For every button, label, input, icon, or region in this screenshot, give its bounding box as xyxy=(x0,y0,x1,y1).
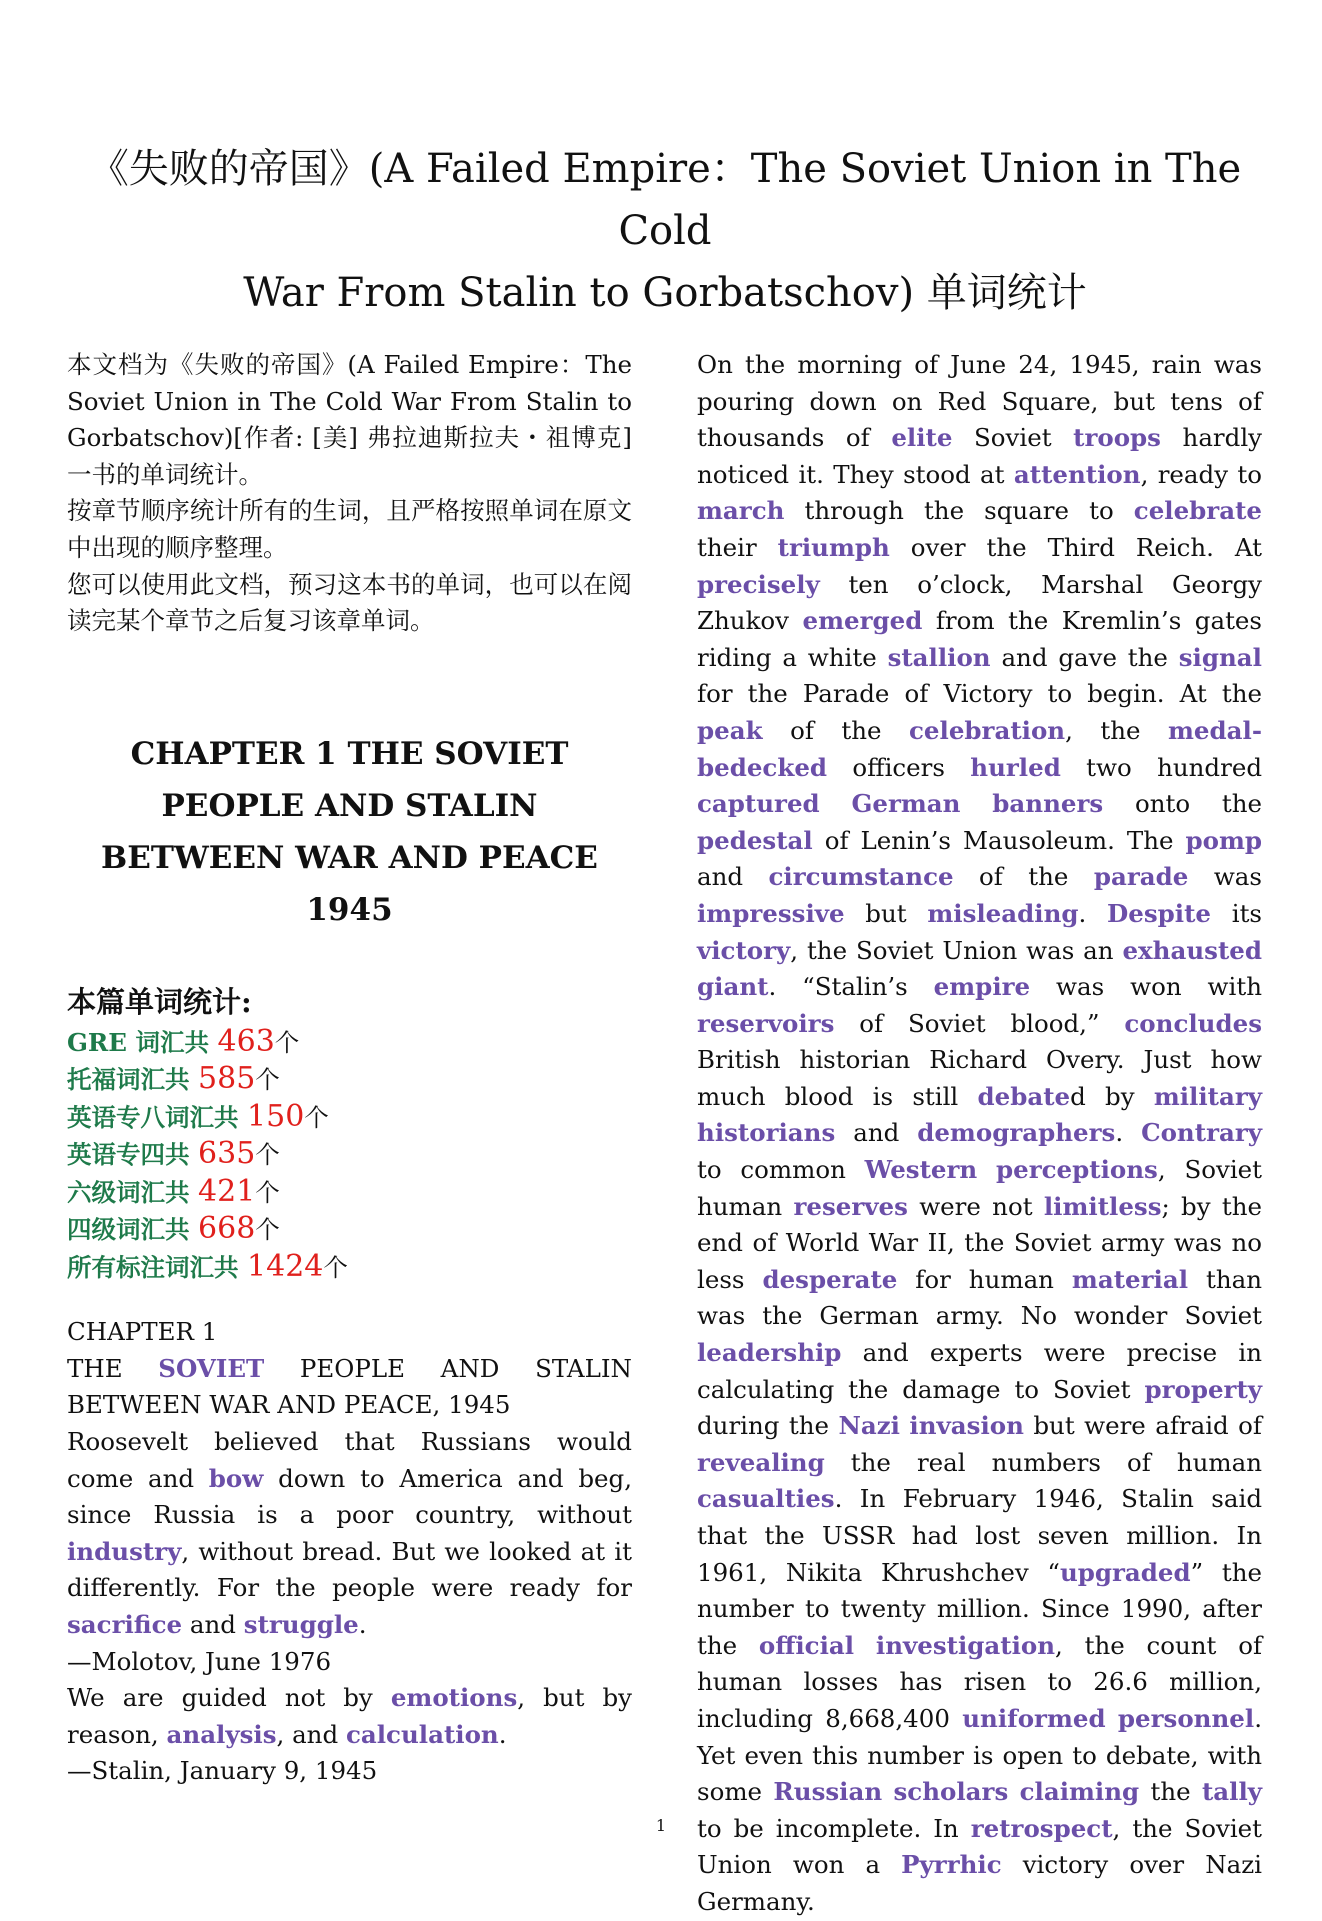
highlighted-word: debate xyxy=(977,1081,1071,1111)
epigraph-attribution: —Molotov, June 1976 xyxy=(67,1646,332,1676)
stat-item xyxy=(67,1249,632,1287)
stat-item xyxy=(67,1099,632,1137)
stat-unit: 个 xyxy=(274,1027,300,1057)
highlighted-word: casualties xyxy=(697,1484,835,1514)
text-run: ; by the end of World War II, the Soviet army was no less xyxy=(697,1191,1262,1294)
highlighted-word: tally xyxy=(1201,1777,1263,1807)
highlighted-word: limitless xyxy=(1043,1191,1162,1221)
right-column xyxy=(697,347,1262,1921)
highlighted-word: Contrary xyxy=(1141,1118,1262,1148)
highlighted-word: emerged xyxy=(802,606,923,636)
text-run: for human xyxy=(897,1264,1072,1294)
highlighted-word: emotions xyxy=(390,1683,518,1713)
text-run xyxy=(977,1155,996,1184)
highlighted-word: celebration xyxy=(909,715,1066,745)
text-run: the real numbers of human xyxy=(824,1447,1262,1477)
text-run: two hundred xyxy=(1060,752,1263,782)
text-run: , Soviet human xyxy=(697,1155,1263,1221)
epigraph-quote: We are guided not by emotions, but by reason, analysis, and calculation. xyxy=(67,1683,632,1749)
highlighted-word: Western xyxy=(864,1155,978,1185)
highlighted-word: precisely xyxy=(697,569,820,599)
highlighted-word: elite xyxy=(891,423,953,453)
highlighted-word: calculation xyxy=(345,1719,499,1749)
intro xyxy=(67,347,632,640)
stat-unit: 个 xyxy=(255,1177,280,1207)
highlighted-word: parade xyxy=(1093,862,1189,892)
stat-label: 所有标注词汇共 xyxy=(67,1252,239,1282)
highlighted-word: troops xyxy=(1073,423,1161,453)
text-run: for the Parade of Victory to begin. At the xyxy=(697,679,1262,709)
text-run: Soviet xyxy=(952,423,1074,453)
highlighted-word: Russian xyxy=(773,1777,883,1807)
stat-label: 托福词汇共 xyxy=(67,1065,190,1095)
highlighted-word: claiming xyxy=(1019,1777,1140,1807)
highlighted-word: banners xyxy=(992,789,1104,819)
text-run: were not xyxy=(907,1191,1044,1221)
text-run xyxy=(882,1777,893,1806)
chapter-heading-line: PEOPLE AND STALIN xyxy=(161,787,538,824)
stats-heading: 本篇单词统计: xyxy=(67,984,252,1019)
highlighted-word: pedestal xyxy=(697,825,813,855)
text-run: , ready to xyxy=(1140,459,1262,489)
text-run: On the morning of June 24, 1945, rain was pouring down on Red Square, but tens of thousands of xyxy=(697,350,1262,453)
text-run: of Lenin’s Mausoleum. The xyxy=(812,825,1186,855)
text-run: but were afraid of xyxy=(1023,1411,1262,1441)
stat-unit: 个 xyxy=(255,1140,280,1170)
chapter-heading-line: CHAPTER 1 THE SOVIET xyxy=(130,735,569,772)
highlighted-word: demographers xyxy=(917,1118,1116,1148)
stat-item xyxy=(67,1061,632,1099)
highlighted-word: property xyxy=(1144,1374,1262,1404)
text-run: over the Third Reich. At xyxy=(889,532,1262,562)
text-run: , the xyxy=(1065,715,1168,745)
highlighted-word: Despite xyxy=(1107,898,1212,928)
highlighted-word: sacrifice xyxy=(67,1610,183,1639)
stat-item xyxy=(67,1211,632,1249)
text-run: was xyxy=(1188,862,1262,892)
epigraph-quote: Roosevelt believed that Russians would come and bow down to America and beg, since Russia is a poor country, without industry, without bread. But we looked at it differently. For the people were ready for sacrifice and struggle. xyxy=(67,1427,632,1639)
highlighted-word: peak xyxy=(697,715,763,745)
text-run: . In February 1946, Stalin said that the USSR had lost seven million. In 1961, Nikita Khrushchev “ xyxy=(697,1484,1262,1587)
highlighted-word: exhausted xyxy=(1122,935,1262,965)
text-run: , the count of human losses has risen to 26.6 million, including 8,668,400 xyxy=(697,1630,1263,1733)
text-run: to common xyxy=(697,1155,865,1185)
stat-label: 英语专八词汇共 xyxy=(67,1102,239,1132)
highlighted-word: SOVIET xyxy=(158,1353,265,1383)
text-run xyxy=(1008,1777,1019,1806)
text-run: . xyxy=(1115,1118,1142,1148)
stat-count: 635 xyxy=(198,1136,256,1172)
intro-paragraph: 按章节顺序统计所有的生词，且严格按照单词在原文中出现的顺序整理。 xyxy=(67,496,632,562)
highlighted-word: circumstance xyxy=(768,862,954,892)
highlighted-word: celebrate xyxy=(1133,496,1262,526)
stat-label: 六级词汇共 xyxy=(67,1177,190,1207)
stat-unit: 个 xyxy=(304,1102,329,1132)
text-run: victory over Nazi Germany. xyxy=(697,1850,1262,1916)
text-run: , the Soviet Union was an xyxy=(790,935,1123,965)
stat-item xyxy=(67,1174,632,1212)
highlighted-word: march xyxy=(697,496,785,526)
text-run xyxy=(961,789,993,818)
highlighted-word: uniformed xyxy=(962,1703,1106,1733)
stat-count: 668 xyxy=(198,1211,256,1247)
chapter-text xyxy=(67,1314,632,1790)
highlighted-word: misleading xyxy=(927,898,1079,928)
highlighted-word: impressive xyxy=(697,898,845,928)
left-column xyxy=(67,347,632,1790)
highlighted-word: hurled xyxy=(970,752,1061,782)
text-run: and experts were precise in calculating the damage to Soviet xyxy=(697,1338,1262,1404)
text-run: was won with xyxy=(1030,972,1262,1002)
highlighted-word: stallion xyxy=(887,642,991,672)
text-run: and gave the xyxy=(990,642,1179,672)
text-run: , the Soviet Union won a xyxy=(697,1813,1263,1880)
highlighted-word: retrospect xyxy=(970,1813,1113,1843)
chapter-title: THE SOVIET PEOPLE AND STALIN BETWEEN WAR AND PEACE, 1945 xyxy=(67,1353,632,1420)
text-run xyxy=(820,789,852,818)
text-run: . Yet even this number is open to debate, with some xyxy=(697,1703,1262,1807)
stat-unit: 个 xyxy=(255,1215,280,1245)
stat-label: 英语专四共 xyxy=(67,1140,190,1170)
highlighted-word: bow xyxy=(208,1463,264,1493)
text-run xyxy=(854,1631,876,1660)
highlighted-word: official xyxy=(758,1630,855,1660)
highlighted-word: attention xyxy=(1013,459,1141,489)
highlighted-word: concludes xyxy=(1124,1008,1262,1038)
highlighted-word: signal xyxy=(1178,642,1262,672)
highlighted-word: upgraded xyxy=(1059,1557,1191,1587)
intro-paragraph: 您可以使用此文档，预习这本书的单词，也可以在阅读完某个章节之后复习该章单词。 xyxy=(67,569,632,636)
document-title xyxy=(70,138,1260,324)
highlighted-word: scholars xyxy=(893,1777,1009,1807)
highlighted-word: victory xyxy=(697,935,791,965)
highlighted-word: reservoirs xyxy=(697,1008,835,1038)
chapter-heading xyxy=(67,728,632,936)
stat-label: 四级词汇共 xyxy=(67,1215,190,1245)
highlighted-word: invasion xyxy=(909,1411,1024,1441)
text-run xyxy=(1106,1704,1118,1733)
text-run: . xyxy=(1078,898,1108,928)
chapter-heading-line: 1945 xyxy=(306,891,393,928)
text-run: through the square to xyxy=(784,496,1134,526)
highlighted-word: industry xyxy=(67,1536,182,1566)
text-run: officers xyxy=(827,752,971,782)
text-run: than was the German army. No wonder Soviet xyxy=(697,1264,1262,1331)
highlighted-word: investigation xyxy=(875,1630,1056,1660)
title-line-2: War From Stalin to Gorbatschov) 单词统计 xyxy=(243,270,1087,316)
highlighted-word: medal-bedecked xyxy=(697,715,1262,782)
stat-unit: 个 xyxy=(323,1252,348,1282)
text-run: their xyxy=(697,532,778,562)
stat-count: 585 xyxy=(198,1061,256,1097)
highlighted-word: captured xyxy=(697,789,820,819)
highlighted-word: giant xyxy=(697,972,769,1002)
text-run: d by xyxy=(1070,1081,1154,1111)
epigraph-attribution: —Stalin, January 9, 1945 xyxy=(67,1756,378,1786)
text-run: its xyxy=(1211,898,1263,928)
text-run: the xyxy=(1139,1777,1202,1807)
text-run: of the xyxy=(762,715,909,745)
highlighted-word: reserves xyxy=(793,1191,908,1221)
highlighted-word: material xyxy=(1071,1264,1189,1294)
text-run xyxy=(900,1411,909,1440)
highlighted-word: historians xyxy=(697,1118,836,1148)
text-run: . “Stalin’s xyxy=(768,972,934,1002)
highlighted-word: desperate xyxy=(762,1264,898,1294)
text-run: British historian Richard Overy. Just how much blood is still xyxy=(697,1045,1262,1111)
stat-count: 463 xyxy=(217,1023,275,1059)
stat-count: 1424 xyxy=(247,1248,324,1284)
chapter-heading-line: BETWEEN WAR AND PEACE xyxy=(101,839,598,876)
highlighted-word: analysis xyxy=(166,1719,277,1749)
text-run: ten o’clock, Marshal Georgy Zhukov xyxy=(697,569,1262,636)
stats-list xyxy=(67,1024,632,1287)
text-run: and xyxy=(697,862,769,892)
highlighted-word: Nazi xyxy=(838,1411,900,1441)
highlighted-word: personnel xyxy=(1117,1703,1255,1733)
title-line-1: 《失败的帝国》(A Failed Empire：The Soviet Union in The Cold xyxy=(88,146,1242,254)
highlighted-word: leadership xyxy=(697,1338,842,1368)
body-paragraph xyxy=(697,347,1262,1921)
highlighted-word: triumph xyxy=(777,532,890,562)
intro-paragraph: 本文档为《失败的帝国》(A Failed Empire：The Soviet Union in The Cold War From Stalin to Gorbatschov)[作者: [美] 弗拉迪斯拉夫・祖博克] 一书的单词统计。 xyxy=(67,350,632,489)
text-run: of the xyxy=(953,862,1094,892)
highlighted-word: pomp xyxy=(1185,825,1262,855)
text-run: ” the number to twenty million. Since 1990, after the xyxy=(697,1557,1263,1660)
highlighted-word: German xyxy=(851,789,961,819)
highlighted-word: revealing xyxy=(697,1447,825,1477)
text-run: from the Kremlin’s gates riding a white xyxy=(697,606,1262,672)
text-run: but xyxy=(844,898,928,928)
chapter-label: CHAPTER 1 xyxy=(67,1317,218,1347)
stat-count: 421 xyxy=(198,1173,256,1209)
highlighted-word: Pyrrhic xyxy=(901,1850,1002,1880)
highlighted-word: perceptions xyxy=(996,1155,1158,1185)
highlighted-word: military xyxy=(1153,1081,1262,1111)
text-run: onto the xyxy=(1103,789,1262,819)
text-run: to be incomplete. In xyxy=(697,1813,971,1843)
page-number: 1 xyxy=(655,1816,667,1835)
stat-count: 150 xyxy=(247,1098,305,1134)
text-run: of Soviet blood,” xyxy=(834,1008,1125,1038)
highlighted-word: empire xyxy=(933,972,1031,1002)
stat-label: GRE 词汇共 xyxy=(67,1027,209,1057)
stat-item xyxy=(67,1024,632,1062)
text-run: during the xyxy=(697,1411,839,1441)
stat-item xyxy=(67,1136,632,1174)
stat-unit: 个 xyxy=(255,1065,280,1095)
text-run: hardly noticed it. They stood at xyxy=(697,423,1262,489)
highlighted-word: struggle xyxy=(243,1610,359,1639)
text-run: and xyxy=(835,1118,918,1148)
